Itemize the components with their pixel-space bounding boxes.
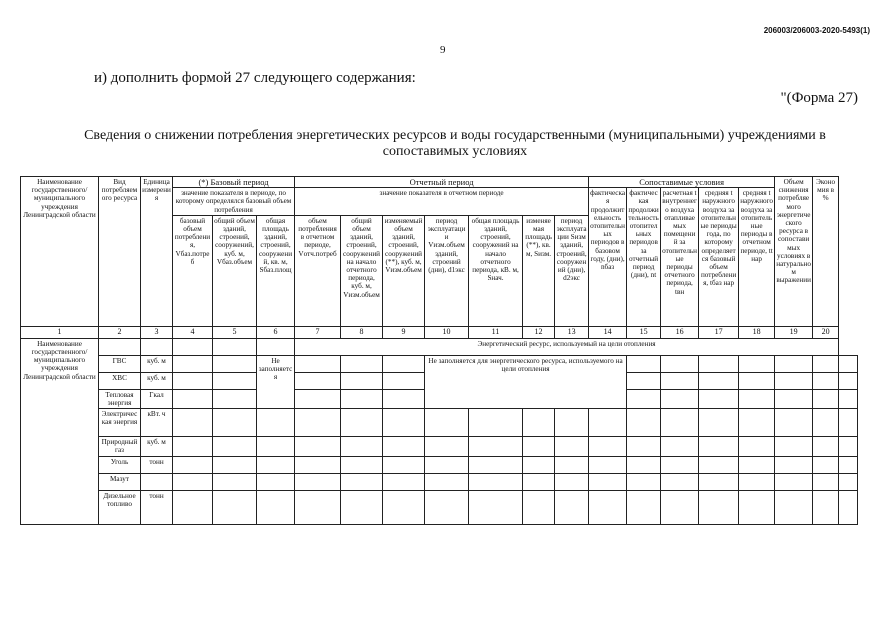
header-col-17: средняя t наружного воздуха за отопительные периоды года, по которому определяется базовый объем потребления, tбаз нар bbox=[699, 188, 739, 327]
header-col-6: общая площадь зданий, строений, сооружений, кв. м, Sбаз.площ bbox=[257, 215, 295, 326]
resource-name: Дизельное топливо bbox=[99, 491, 141, 525]
header-savings-percent: Экономия в % bbox=[813, 177, 839, 327]
resource-unit: кВт. ч bbox=[141, 409, 173, 437]
header-col-7: объем потребления в отчетном периоде, Vотч.потреб bbox=[295, 215, 341, 326]
col-number: 10 bbox=[425, 326, 469, 338]
resource-name: Природный газ bbox=[99, 437, 141, 457]
resource-unit bbox=[141, 474, 173, 491]
col-number: 8 bbox=[341, 326, 383, 338]
table-title: Сведения о снижении потребления энергетических ресурсов и воды государственными (муниципальными) учреждениями в сопоставимых условиях bbox=[84, 128, 826, 159]
header-col-16: расчетная t внутреннего воздуха отапливаемых помещений за отопительные периоды отчетного периода, tвн bbox=[661, 188, 699, 327]
col-number: 14 bbox=[589, 326, 627, 338]
header-report-sub: значение показателя в отчетном периоде bbox=[295, 188, 589, 216]
resource-unit: тонн bbox=[141, 491, 173, 525]
header-institution-name: Наименование государственного/муниципального учреждения Ленинградской области bbox=[21, 177, 99, 327]
resource-name: Мазут bbox=[99, 474, 141, 491]
resource-name: Тепловая энергия bbox=[99, 389, 141, 408]
resource-unit: куб. м bbox=[141, 355, 173, 372]
header-base-period: (*) Базовый период bbox=[173, 177, 295, 188]
col-number: 5 bbox=[213, 326, 257, 338]
col-number: 13 bbox=[555, 326, 589, 338]
institution-name-cell: Наименование государственного/муниципального учреждения Ленинградской области bbox=[21, 338, 99, 524]
header-col-9: изменяемый объем зданий, строений, сооружений(**), куб. м, Vизм.объем bbox=[383, 215, 425, 326]
form-label: "(Форма 27) bbox=[780, 90, 858, 106]
heating-note: Энергетический ресурс, используемый на цели отопления bbox=[295, 338, 839, 355]
col-number: 20 bbox=[813, 326, 839, 338]
col-number: 11 bbox=[469, 326, 523, 338]
header-col-5: общий объем зданий, строений, сооружений, куб. м, Vбаз.объем bbox=[213, 215, 257, 326]
col-number: 1 bbox=[21, 326, 99, 338]
resource-unit: Гкал bbox=[141, 389, 173, 408]
document-id: 206003/206003-2020-5493(1) bbox=[763, 26, 870, 35]
col-number: 7 bbox=[295, 326, 341, 338]
header-col-12: изменяемая площадь (**), кв. м, Sизм. bbox=[523, 215, 555, 326]
col-number: 3 bbox=[141, 326, 173, 338]
header-resource-type: Вид потребляемого ресурса bbox=[99, 177, 141, 327]
header-comparable-conditions: Сопоставимые условия bbox=[589, 177, 775, 188]
col-number: 2 bbox=[99, 326, 141, 338]
page-number: 9 bbox=[440, 44, 446, 56]
resource-name: Электрическая энергия bbox=[99, 409, 141, 437]
header-reduction-volume: Объем снижения потребляемого энергетического ресурса в сопоставимых условиях в натуральном выражении bbox=[775, 177, 813, 327]
not-filled-col6: Не заполняется bbox=[257, 355, 295, 408]
header-col-4: базовый объем потребления, Vбаз.потреб bbox=[173, 215, 213, 326]
resource-unit: куб. м bbox=[141, 437, 173, 457]
header-col-10: период эксплуатации Vизм.объем зданий, строений (дни), d1экс bbox=[425, 215, 469, 326]
col-number: 4 bbox=[173, 326, 213, 338]
resource-unit: куб. м bbox=[141, 372, 173, 389]
header-col-15: фактическая продолжительность отопительных периодов за отчетный период (дни), nt bbox=[627, 188, 661, 327]
col-number: 16 bbox=[661, 326, 699, 338]
form-27-table bbox=[20, 176, 858, 525]
resource-name: Уголь bbox=[99, 457, 141, 474]
not-filled-heating: Не заполняется для энергетического ресурса, используемого на цели отопления bbox=[425, 355, 627, 408]
resource-name: ГВС bbox=[99, 355, 141, 372]
header-col-13: период эксплуатации Sизм зданий, строений, сооружений (дни), d2экс bbox=[555, 215, 589, 326]
col-number: 19 bbox=[775, 326, 813, 338]
col-number: 6 bbox=[257, 326, 295, 338]
header-unit: Единица измерения bbox=[141, 177, 173, 327]
header-col-14: фактическая продолжительность отопительных периодов в базовом году, (дни), nбаз bbox=[589, 188, 627, 327]
col-number: 12 bbox=[523, 326, 555, 338]
col-number: 18 bbox=[739, 326, 775, 338]
header-col-8: общий объем зданий, строений, сооружений на начало отчетного периода, куб. м, Vизм.объем bbox=[341, 215, 383, 326]
resource-unit: тонн bbox=[141, 457, 173, 474]
resource-name: ХВС bbox=[99, 372, 141, 389]
header-base-sub: значение показателя в периоде, по которому определялся базовый объем потребления bbox=[173, 188, 295, 216]
col-number: 15 bbox=[627, 326, 661, 338]
header-col-11: общая площадь зданий, строений, сооружений на начало отчетного периода, кВ. м, Sнач. bbox=[469, 215, 523, 326]
header-report-period: Отчетный период bbox=[295, 177, 589, 188]
intro-text: и) дополнить формой 27 следующего содержания: bbox=[94, 70, 416, 86]
header-col-18: средняя t наружного воздуха за отопительные периоды в отчетном периоде, tt нар bbox=[739, 188, 775, 327]
col-number: 17 bbox=[699, 326, 739, 338]
col-number: 9 bbox=[383, 326, 425, 338]
